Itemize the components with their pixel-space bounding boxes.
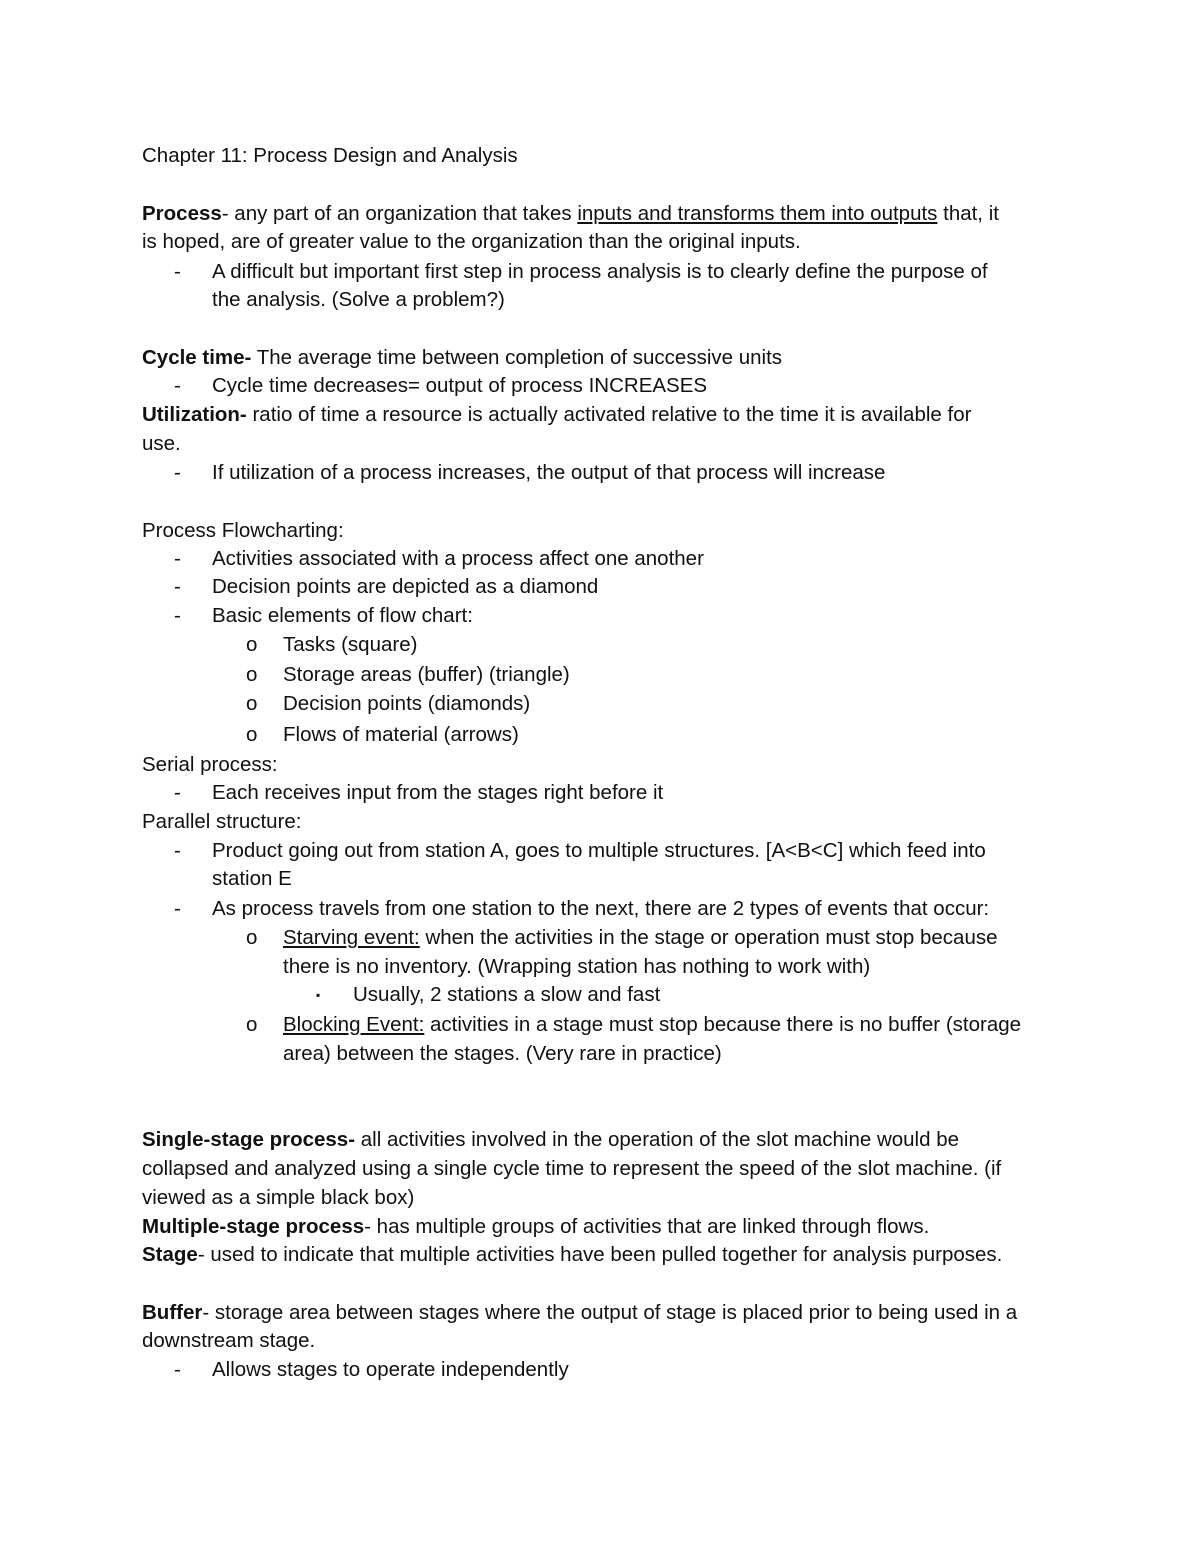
buffer-definition-cont: downstream stage.: [142, 1329, 316, 1352]
dash-bullet: -: [174, 781, 181, 804]
cycle-time-def: The average time between completion of successive units: [251, 346, 783, 369]
utilization-definition: [142, 401, 971, 429]
flowcharting-bullet-1: Activities associated with a process affect one another: [212, 547, 704, 570]
flowcharting-bullet-3: Basic elements of flow chart:: [212, 604, 473, 627]
stage-term: Stage: [142, 1243, 198, 1266]
process-def-pre: - any part of an organization that takes: [221, 202, 578, 225]
dash-bullet: -: [174, 604, 181, 627]
process-definition: [142, 200, 999, 228]
single-stage-cont-1: collapsed and analyzed using a single cycle time to represent the speed of the slot machine. (if: [142, 1157, 1002, 1180]
dash-bullet: -: [174, 575, 181, 598]
buffer-def: - storage area between stages where the output of stage is placed prior to being used in a: [202, 1301, 1018, 1324]
blocking-event-cont: area) between the stages. (Very rare in practice): [283, 1042, 722, 1065]
utilization-def: ratio of time a resource is actually activated relative to the time it is available for: [246, 403, 972, 426]
dash-bullet: -: [174, 461, 181, 484]
starving-def: when the activities in the stage or operation must stop because: [419, 926, 998, 949]
process-def-post: that, it: [937, 202, 999, 225]
starving-term: Starving event:: [283, 926, 420, 949]
dash-bullet: -: [174, 374, 181, 397]
flow-element-1: Tasks (square): [283, 633, 418, 656]
single-stage-definition: [142, 1126, 959, 1154]
dash-bullet: -: [174, 260, 181, 283]
single-stage-cont-2: viewed as a simple black box): [142, 1186, 415, 1209]
multiple-stage-term: Multiple-stage process: [142, 1215, 365, 1238]
parallel-bullet-2: As process travels from one station to the next, there are 2 types of events that occur:: [212, 897, 990, 920]
blocking-def: activities in a stage must stop because there is no buffer (storage: [424, 1013, 1022, 1036]
cycle-time-definition: [142, 344, 782, 372]
parallel-bullet-1a: Product going out from station A, goes to multiple structures. [A<B<C] which feed into: [212, 839, 986, 862]
single-stage-def: all activities involved in the operation of the slot machine would be: [355, 1128, 960, 1151]
flowcharting-bullet-2: Decision points are depicted as a diamond: [212, 575, 599, 598]
starving-sub-bullet: Usually, 2 stations a slow and fast: [353, 983, 661, 1006]
utilization-term: Utilization-: [142, 403, 247, 426]
dash-bullet: -: [174, 1358, 181, 1381]
blocking-term: Blocking Event:: [283, 1013, 425, 1036]
process-bullet-1a: A difficult but important first step in process analysis is to clearly define the purpose of: [212, 260, 988, 283]
circle-bullet: o: [246, 926, 258, 949]
process-term: Process: [142, 202, 222, 225]
serial-bullet: Each receives input from the stages right before it: [212, 781, 664, 804]
stage-def: - used to indicate that multiple activities have been pulled together for analysis purposes.: [197, 1243, 1003, 1266]
circle-bullet: o: [246, 633, 258, 656]
serial-heading: Serial process:: [142, 753, 278, 776]
flowcharting-heading: Process Flowcharting:: [142, 519, 344, 542]
flow-element-2: Storage areas (buffer) (triangle): [283, 663, 570, 686]
multiple-stage-def: - has multiple groups of activities that are linked through flows.: [364, 1215, 930, 1238]
dash-bullet: -: [174, 897, 181, 920]
square-bullet: ▪: [316, 988, 321, 1002]
parallel-heading: Parallel structure:: [142, 810, 302, 833]
dash-bullet: -: [174, 839, 181, 862]
utilization-bullet: If utilization of a process increases, the output of that process will increase: [212, 461, 886, 484]
buffer-bullet: Allows stages to operate independently: [212, 1358, 569, 1381]
cycle-time-bullet: Cycle time decreases= output of process INCREASES: [212, 374, 708, 397]
page-title: Chapter 11: Process Design and Analysis: [142, 144, 518, 167]
utilization-definition-cont: use.: [142, 432, 181, 455]
buffer-term: Buffer: [142, 1301, 203, 1324]
starving-event: [283, 924, 998, 952]
flow-element-3: Decision points (diamonds): [283, 692, 531, 715]
circle-bullet: o: [246, 663, 258, 686]
parallel-bullet-1b: station E: [212, 867, 292, 890]
buffer-definition: [142, 1299, 1017, 1327]
blocking-event: [283, 1011, 1021, 1039]
process-bullet-1b: the analysis. (Solve a problem?): [212, 288, 505, 311]
circle-bullet: o: [246, 723, 258, 746]
circle-bullet: o: [246, 1013, 258, 1036]
circle-bullet: o: [246, 692, 258, 715]
dash-bullet: -: [174, 547, 181, 570]
single-stage-term: Single-stage process-: [142, 1128, 356, 1151]
cycle-time-term: Cycle time-: [142, 346, 252, 369]
process-definition-cont: is hoped, are of greater value to the organization than the original inputs.: [142, 230, 801, 253]
flow-element-4: Flows of material (arrows): [283, 723, 519, 746]
stage-definition: [142, 1241, 1002, 1269]
starving-event-cont: there is no inventory. (Wrapping station has nothing to work with): [283, 955, 871, 978]
multiple-stage-definition: [142, 1213, 929, 1241]
process-underlined: inputs and transforms them into outputs: [577, 202, 938, 225]
